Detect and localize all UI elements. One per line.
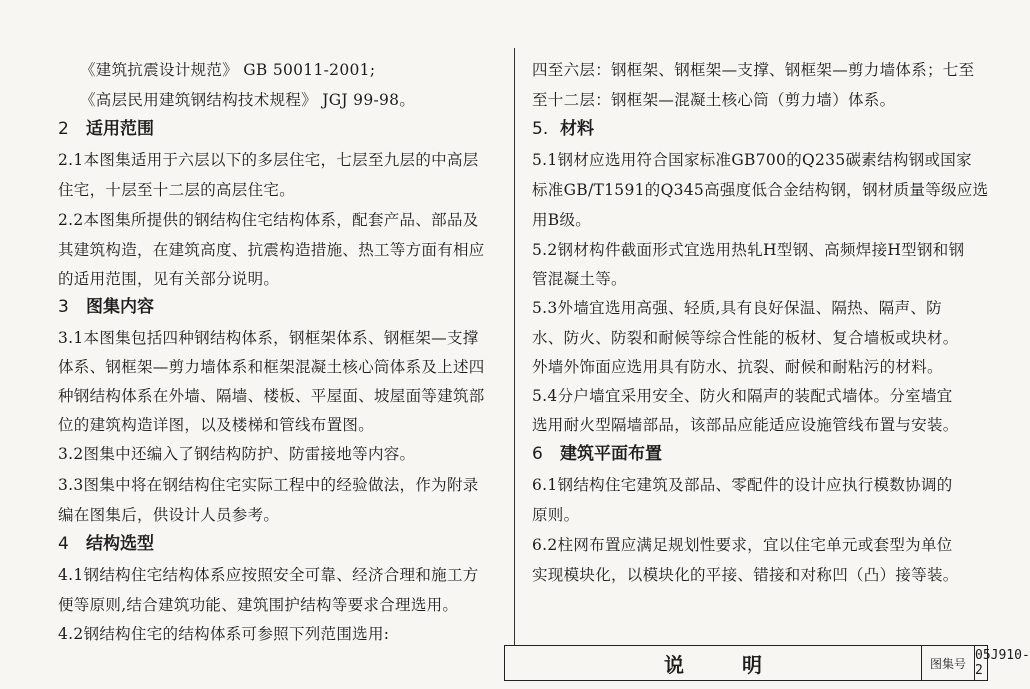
section-title: 材料 <box>560 119 594 139</box>
section-number: 3 <box>58 297 69 317</box>
section-heading-structure <box>58 533 154 555</box>
text-line: 6.1钢结构住宅建筑及部品、零配件的设计应执行模数协调的 <box>532 476 953 494</box>
text-line: 其建筑构造，在建筑高度、抗震构造措施、热工等方面有相应 <box>58 241 485 259</box>
text-line: 用B级。 <box>532 211 592 229</box>
text-line: 3.2图集中还编入了钢结构防护、防雷接地等内容。 <box>58 445 416 463</box>
section-number: 5. <box>532 119 549 139</box>
text-line: 实现模块化，以模块化的平接、错接和对称凹（凸）接等装。 <box>532 566 959 584</box>
text-line: 5.1钢材应选用符合国家标准GB700的Q235碳素结构钢或国家 <box>532 151 972 169</box>
text-line: 住宅，十层至十二层的高层住宅。 <box>58 181 296 199</box>
text-line: 6.2柱网布置应满足规划性要求，宜以住宅单元或套型为单位 <box>532 536 953 554</box>
section-title: 建筑平面布置 <box>560 444 662 464</box>
text-line: 外墙外饰面应选用具有防水、抗裂、耐候和耐粘污的材料。 <box>532 358 943 376</box>
text-line: 便等原则,结合建筑功能、建筑围护结构等要求合理选用。 <box>58 596 459 614</box>
text-line: 4.2钢结构住宅的结构体系可参照下列范围选用: <box>58 625 390 643</box>
text-line: 选用耐火型隔墙部品，该部品应能适应设施管线布置与安装。 <box>532 416 959 434</box>
text-line: 5.2钢材构件截面形式宜选用热轧H型钢、高频焊接H型钢和钢 <box>532 241 965 259</box>
section-number: 2 <box>58 119 69 139</box>
text-line: 标准GB/T1591的Q345高强度低合金结构钢，钢材质量等级应选 <box>532 181 989 199</box>
text-line: 3.1本图集包括四种钢结构体系，钢框架体系、钢框架—支撑 <box>58 329 479 347</box>
text-line: 2.1本图集适用于六层以下的多层住宅，七层至九层的中高层 <box>58 151 479 169</box>
section-heading-contents <box>58 296 154 318</box>
title-block <box>504 645 1030 681</box>
section-title: 结构选型 <box>86 534 154 554</box>
section-heading-scope <box>58 118 154 140</box>
reference-line: 《高层民用建筑钢结构技术规程》 JGJ 99-98。 <box>80 91 416 109</box>
text-line: 3.3图集中将在钢结构住宅实际工程中的经验做法，作为附录 <box>58 476 479 494</box>
section-title: 适用范围 <box>86 119 154 139</box>
section-number: 4 <box>58 534 69 554</box>
text-line: 2.2本图集所提供的钢结构住宅结构体系，配套产品、部品及 <box>58 211 479 229</box>
text-line: 管混凝土等。 <box>532 270 627 288</box>
atlas-number-value: 05J910-2 <box>975 648 1030 678</box>
text-line: 至十二层：钢框架—混凝土核心筒（剪力墙）体系。 <box>532 91 896 109</box>
title-block-title: 说明 <box>505 646 922 680</box>
text-line: 5.3外墙宜选用高强、轻质,具有良好保温、隔热、隔声、防 <box>532 299 942 317</box>
text-line: 位的建筑构造详图，以及楼梯和管线布置图。 <box>58 416 375 434</box>
section-heading-layout <box>532 443 662 465</box>
text-line: 种钢结构体系在外墙、隔墙、楼板、平屋面、坡屋面等建筑部 <box>58 387 485 405</box>
text-line: 4.1钢结构住宅结构体系应按照安全可靠、经济合理和施工方 <box>58 566 479 584</box>
text-line: 四至六层：钢框架、钢框架—支撑、钢框架—剪力墙体系；七至 <box>532 61 975 79</box>
column-divider <box>514 48 515 646</box>
text-line: 水、防火、防裂和耐候等综合性能的板材、复合墙板或块材。 <box>532 329 959 347</box>
text-line: 原则。 <box>532 506 580 524</box>
atlas-number-label: 图集号 <box>922 646 975 680</box>
section-number: 6 <box>532 444 543 464</box>
text-line: 编在图集后，供设计人员参考。 <box>58 506 280 524</box>
section-heading-materials <box>532 118 594 140</box>
text-line: 体系、钢框架—剪力墙体系和框架混凝土核心筒体系及上述四 <box>58 358 485 376</box>
text-line: 的适用范围，见有关部分说明。 <box>58 270 280 288</box>
reference-line: 《建筑抗震设计规范》 GB 50011-2001; <box>80 61 376 79</box>
section-title: 图集内容 <box>86 297 154 317</box>
text-line: 5.4分户墙宜采用安全、防火和隔声的装配式墙体。分室墙宜 <box>532 387 953 405</box>
